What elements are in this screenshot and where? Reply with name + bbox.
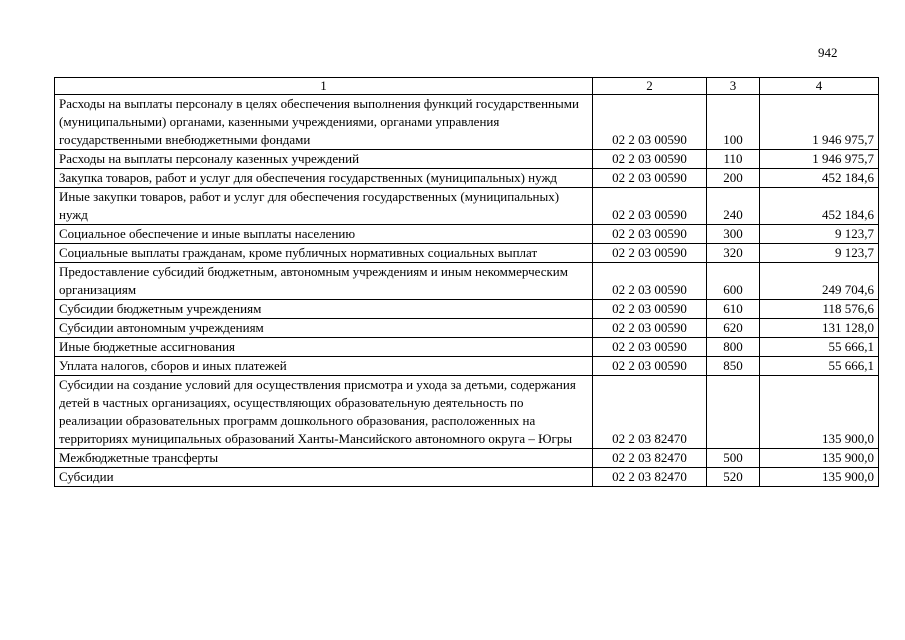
header-col-4: 4 bbox=[760, 78, 879, 95]
row-code: 02 2 03 00590 bbox=[593, 150, 707, 169]
row-expense-type: 100 bbox=[707, 95, 760, 150]
table-row bbox=[55, 263, 879, 300]
table-row bbox=[55, 338, 879, 357]
row-name: Межбюджетные трансферты bbox=[55, 449, 593, 468]
row-expense-type bbox=[707, 376, 760, 449]
table-row bbox=[55, 357, 879, 376]
row-name: Субсидии bbox=[55, 468, 593, 487]
table-row bbox=[55, 169, 879, 188]
row-expense-type: 850 bbox=[707, 357, 760, 376]
row-name: Субсидии на создание условий для осуществления присмотра и ухода за детьми, содержания детей в частных организациях, осуществляющих образовательную деятельность по реализации образовательных программ дошкольного образования, расположенных на территориях муниципальных образований Ханты-Мансийского автономного округа – Югры bbox=[55, 376, 593, 449]
row-expense-type: 600 bbox=[707, 263, 760, 300]
table-row bbox=[55, 468, 879, 487]
row-code: 02 2 03 82470 bbox=[593, 376, 707, 449]
row-amount: 9 123,7 bbox=[760, 244, 879, 263]
row-code: 02 2 03 00590 bbox=[593, 300, 707, 319]
row-expense-type: 300 bbox=[707, 225, 760, 244]
row-amount: 55 666,1 bbox=[760, 357, 879, 376]
row-expense-type: 500 bbox=[707, 449, 760, 468]
table-row bbox=[55, 300, 879, 319]
row-expense-type: 800 bbox=[707, 338, 760, 357]
row-amount: 135 900,0 bbox=[760, 449, 879, 468]
row-code: 02 2 03 00590 bbox=[593, 244, 707, 263]
row-code: 02 2 03 00590 bbox=[593, 338, 707, 357]
table-row bbox=[55, 449, 879, 468]
row-amount: 452 184,6 bbox=[760, 188, 879, 225]
table-row bbox=[55, 150, 879, 169]
row-code: 02 2 03 00590 bbox=[593, 225, 707, 244]
row-name: Предоставление субсидий бюджетным, автономным учреждениям и иным некоммерческим организациям bbox=[55, 263, 593, 300]
row-amount: 135 900,0 bbox=[760, 376, 879, 449]
row-name: Социальное обеспечение и иные выплаты населению bbox=[55, 225, 593, 244]
row-amount: 249 704,6 bbox=[760, 263, 879, 300]
table-header-row bbox=[55, 78, 879, 95]
table-row bbox=[55, 225, 879, 244]
row-name: Иные закупки товаров, работ и услуг для обеспечения государственных (муниципальных) нужд bbox=[55, 188, 593, 225]
row-amount: 452 184,6 bbox=[760, 169, 879, 188]
row-code: 02 2 03 00590 bbox=[593, 263, 707, 300]
row-amount: 135 900,0 bbox=[760, 468, 879, 487]
row-amount: 55 666,1 bbox=[760, 338, 879, 357]
header-col-2: 2 bbox=[593, 78, 707, 95]
row-expense-type: 520 bbox=[707, 468, 760, 487]
row-name: Расходы на выплаты персоналу казенных учреждений bbox=[55, 150, 593, 169]
row-name: Социальные выплаты гражданам, кроме публичных нормативных социальных выплат bbox=[55, 244, 593, 263]
row-expense-type: 240 bbox=[707, 188, 760, 225]
row-name: Расходы на выплаты персоналу в целях обеспечения выполнения функций государственными (муниципальными) органами, казенными учреждениями, органами управления государственными внебюджетными фондами bbox=[55, 95, 593, 150]
row-code: 02 2 03 00590 bbox=[593, 169, 707, 188]
row-code: 02 2 03 82470 bbox=[593, 449, 707, 468]
row-name: Иные бюджетные ассигнования bbox=[55, 338, 593, 357]
table-row bbox=[55, 244, 879, 263]
row-amount: 131 128,0 bbox=[760, 319, 879, 338]
row-expense-type: 610 bbox=[707, 300, 760, 319]
row-code: 02 2 03 00590 bbox=[593, 95, 707, 150]
header-col-3: 3 bbox=[707, 78, 760, 95]
budget-table bbox=[54, 77, 879, 487]
row-amount: 1 946 975,7 bbox=[760, 150, 879, 169]
row-amount: 9 123,7 bbox=[760, 225, 879, 244]
row-code: 02 2 03 82470 bbox=[593, 468, 707, 487]
row-expense-type: 320 bbox=[707, 244, 760, 263]
row-amount: 1 946 975,7 bbox=[760, 95, 879, 150]
row-name: Субсидии бюджетным учреждениям bbox=[55, 300, 593, 319]
table-row bbox=[55, 319, 879, 338]
row-expense-type: 620 bbox=[707, 319, 760, 338]
row-name: Субсидии автономным учреждениям bbox=[55, 319, 593, 338]
table-row bbox=[55, 376, 879, 449]
row-expense-type: 200 bbox=[707, 169, 760, 188]
table-row bbox=[55, 188, 879, 225]
table-row bbox=[55, 95, 879, 150]
header-col-1: 1 bbox=[55, 78, 593, 95]
row-name: Уплата налогов, сборов и иных платежей bbox=[55, 357, 593, 376]
row-code: 02 2 03 00590 bbox=[593, 319, 707, 338]
page-number: 942 bbox=[818, 45, 838, 60]
row-amount: 118 576,6 bbox=[760, 300, 879, 319]
row-expense-type: 110 bbox=[707, 150, 760, 169]
row-code: 02 2 03 00590 bbox=[593, 357, 707, 376]
row-code: 02 2 03 00590 bbox=[593, 188, 707, 225]
row-name: Закупка товаров, работ и услуг для обеспечения государственных (муниципальных) нужд bbox=[55, 169, 593, 188]
